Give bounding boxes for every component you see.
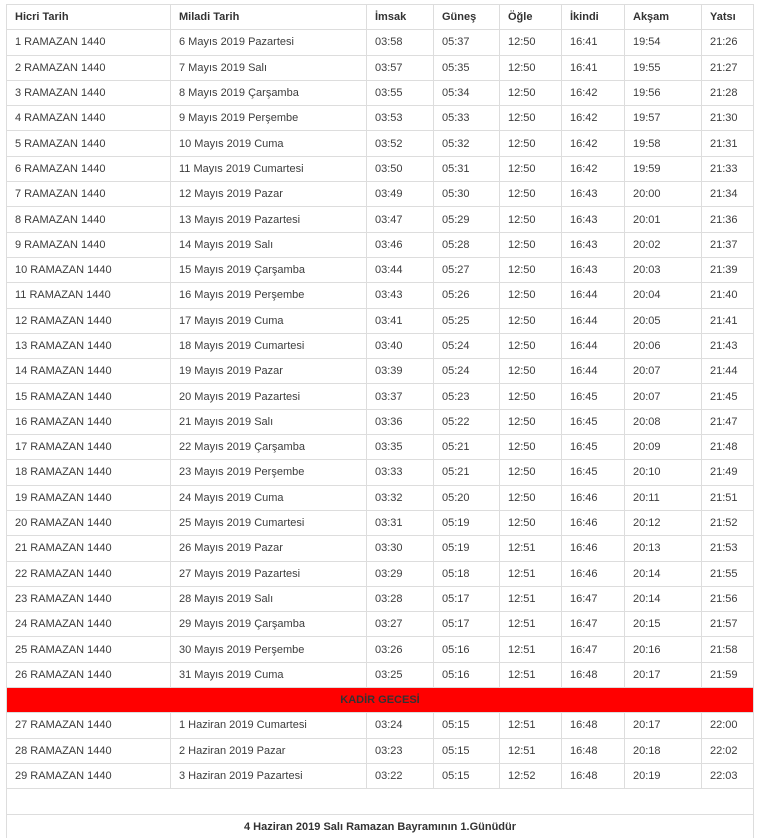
cell-aksam: 20:19: [625, 763, 702, 788]
cell-hicri-tarih: 26 RAMAZAN 1440: [7, 662, 171, 687]
cell-hicri-tarih: 11 RAMAZAN 1440: [7, 283, 171, 308]
table-row: [7, 182, 754, 207]
table-row: [7, 763, 754, 788]
cell-miladi-tarih: 21 Mayıs 2019 Salı: [171, 409, 367, 434]
cell-gunes: 05:17: [434, 586, 500, 611]
cell-imsak: 03:35: [367, 435, 434, 460]
cell-ikindi: 16:48: [562, 763, 625, 788]
cell-imsak: 03:37: [367, 384, 434, 409]
cell-ikindi: 16:42: [562, 80, 625, 105]
table-row: [7, 257, 754, 282]
cell-imsak: 03:27: [367, 612, 434, 637]
table-row: [7, 738, 754, 763]
table-row: [7, 55, 754, 80]
cell-miladi-tarih: 11 Mayıs 2019 Cumartesi: [171, 156, 367, 181]
table-row: [7, 80, 754, 105]
cell-hicri-tarih: 16 RAMAZAN 1440: [7, 409, 171, 434]
cell-ogle: 12:50: [500, 485, 562, 510]
cell-imsak: 03:58: [367, 30, 434, 55]
cell-ogle: 12:50: [500, 510, 562, 535]
cell-imsak: 03:25: [367, 662, 434, 687]
cell-imsak: 03:57: [367, 55, 434, 80]
table-row: [7, 460, 754, 485]
cell-gunes: 05:34: [434, 80, 500, 105]
column-header-hicri-tarih: Hicri Tarih: [7, 5, 171, 30]
cell-yatsi: 21:57: [702, 612, 754, 637]
cell-ikindi: 16:45: [562, 384, 625, 409]
cell-aksam: 19:57: [625, 106, 702, 131]
cell-yatsi: 21:47: [702, 409, 754, 434]
column-header-ogle: Öğle: [500, 5, 562, 30]
table-row: [7, 207, 754, 232]
cell-gunes: 05:16: [434, 637, 500, 662]
column-header-aksam: Akşam: [625, 5, 702, 30]
cell-yatsi: 21:30: [702, 106, 754, 131]
cell-ikindi: 16:48: [562, 738, 625, 763]
cell-imsak: 03:23: [367, 738, 434, 763]
cell-miladi-tarih: 31 Mayıs 2019 Cuma: [171, 662, 367, 687]
cell-ikindi: 16:43: [562, 207, 625, 232]
cell-imsak: 03:43: [367, 283, 434, 308]
cell-gunes: 05:25: [434, 308, 500, 333]
cell-gunes: 05:15: [434, 713, 500, 738]
cell-ogle: 12:50: [500, 384, 562, 409]
cell-imsak: 03:44: [367, 257, 434, 282]
cell-imsak: 03:46: [367, 232, 434, 257]
cell-aksam: 20:14: [625, 561, 702, 586]
cell-imsak: 03:47: [367, 207, 434, 232]
cell-ogle: 12:50: [500, 30, 562, 55]
cell-ogle: 12:50: [500, 55, 562, 80]
cell-yatsi: 21:37: [702, 232, 754, 257]
cell-miladi-tarih: 1 Haziran 2019 Cumartesi: [171, 713, 367, 738]
cell-gunes: 05:28: [434, 232, 500, 257]
cell-aksam: 20:06: [625, 333, 702, 358]
spacer-cell: [7, 789, 754, 814]
cell-imsak: 03:49: [367, 182, 434, 207]
footer-row: [7, 814, 754, 838]
cell-ikindi: 16:42: [562, 106, 625, 131]
cell-hicri-tarih: 21 RAMAZAN 1440: [7, 536, 171, 561]
cell-ogle: 12:50: [500, 283, 562, 308]
cell-aksam: 20:03: [625, 257, 702, 282]
cell-gunes: 05:18: [434, 561, 500, 586]
cell-ikindi: 16:41: [562, 55, 625, 80]
cell-miladi-tarih: 7 Mayıs 2019 Salı: [171, 55, 367, 80]
cell-aksam: 20:07: [625, 384, 702, 409]
cell-miladi-tarih: 18 Mayıs 2019 Cumartesi: [171, 333, 367, 358]
cell-hicri-tarih: 8 RAMAZAN 1440: [7, 207, 171, 232]
cell-yatsi: 21:26: [702, 30, 754, 55]
cell-ogle: 12:50: [500, 80, 562, 105]
cell-ogle: 12:51: [500, 586, 562, 611]
cell-ikindi: 16:46: [562, 561, 625, 586]
cell-ogle: 12:50: [500, 131, 562, 156]
cell-ikindi: 16:45: [562, 435, 625, 460]
ramadan-imsakiye-table: [6, 4, 754, 838]
cell-imsak: 03:24: [367, 713, 434, 738]
cell-gunes: 05:16: [434, 662, 500, 687]
table-row: [7, 106, 754, 131]
cell-ikindi: 16:44: [562, 308, 625, 333]
cell-miladi-tarih: 22 Mayıs 2019 Çarşamba: [171, 435, 367, 460]
table-row: [7, 435, 754, 460]
table-row: [7, 586, 754, 611]
cell-hicri-tarih: 1 RAMAZAN 1440: [7, 30, 171, 55]
cell-miladi-tarih: 8 Mayıs 2019 Çarşamba: [171, 80, 367, 105]
cell-ogle: 12:51: [500, 713, 562, 738]
cell-yatsi: 21:49: [702, 460, 754, 485]
cell-yatsi: 21:28: [702, 80, 754, 105]
cell-miladi-tarih: 6 Mayıs 2019 Pazartesi: [171, 30, 367, 55]
cell-yatsi: 22:03: [702, 763, 754, 788]
cell-ogle: 12:51: [500, 536, 562, 561]
column-header-gunes: Güneş: [434, 5, 500, 30]
table-body: [7, 30, 754, 789]
cell-yatsi: 21:34: [702, 182, 754, 207]
cell-aksam: 20:13: [625, 536, 702, 561]
cell-gunes: 05:19: [434, 510, 500, 535]
table-row: [7, 637, 754, 662]
table-row: [7, 536, 754, 561]
cell-aksam: 20:10: [625, 460, 702, 485]
cell-aksam: 20:01: [625, 207, 702, 232]
cell-aksam: 20:09: [625, 435, 702, 460]
cell-ogle: 12:50: [500, 257, 562, 282]
cell-hicri-tarih: 19 RAMAZAN 1440: [7, 485, 171, 510]
cell-yatsi: 21:33: [702, 156, 754, 181]
cell-hicri-tarih: 14 RAMAZAN 1440: [7, 359, 171, 384]
column-header-imsak: İmsak: [367, 5, 434, 30]
cell-ogle: 12:51: [500, 637, 562, 662]
cell-ikindi: 16:44: [562, 333, 625, 358]
cell-aksam: 20:11: [625, 485, 702, 510]
cell-imsak: 03:26: [367, 637, 434, 662]
cell-imsak: 03:32: [367, 485, 434, 510]
cell-ikindi: 16:47: [562, 586, 625, 611]
cell-hicri-tarih: 13 RAMAZAN 1440: [7, 333, 171, 358]
cell-ikindi: 16:44: [562, 359, 625, 384]
cell-ikindi: 16:45: [562, 409, 625, 434]
cell-gunes: 05:30: [434, 182, 500, 207]
cell-imsak: 03:28: [367, 586, 434, 611]
cell-miladi-tarih: 13 Mayıs 2019 Pazartesi: [171, 207, 367, 232]
cell-miladi-tarih: 9 Mayıs 2019 Perşembe: [171, 106, 367, 131]
cell-hicri-tarih: 7 RAMAZAN 1440: [7, 182, 171, 207]
cell-ogle: 12:50: [500, 409, 562, 434]
cell-hicri-tarih: 2 RAMAZAN 1440: [7, 55, 171, 80]
cell-ogle: 12:50: [500, 333, 562, 358]
cell-ogle: 12:50: [500, 106, 562, 131]
cell-gunes: 05:37: [434, 30, 500, 55]
cell-miladi-tarih: 19 Mayıs 2019 Pazar: [171, 359, 367, 384]
table-row: [7, 283, 754, 308]
cell-ikindi: 16:48: [562, 662, 625, 687]
cell-ogle: 12:50: [500, 435, 562, 460]
cell-aksam: 19:56: [625, 80, 702, 105]
column-header-miladi-tarih: Miladi Tarih: [171, 5, 367, 30]
cell-gunes: 05:24: [434, 359, 500, 384]
bayram-footer-note: 4 Haziran 2019 Salı Ramazan Bayramının 1.Günüdür: [7, 814, 754, 838]
table-row: [7, 561, 754, 586]
cell-imsak: 03:22: [367, 763, 434, 788]
table-row: [7, 131, 754, 156]
cell-yatsi: 21:58: [702, 637, 754, 662]
cell-gunes: 05:26: [434, 283, 500, 308]
cell-ikindi: 16:47: [562, 612, 625, 637]
cell-miladi-tarih: 16 Mayıs 2019 Perşembe: [171, 283, 367, 308]
cell-imsak: 03:39: [367, 359, 434, 384]
cell-imsak: 03:52: [367, 131, 434, 156]
cell-gunes: 05:21: [434, 435, 500, 460]
cell-miladi-tarih: 2 Haziran 2019 Pazar: [171, 738, 367, 763]
column-header-ikindi: İkindi: [562, 5, 625, 30]
cell-aksam: 20:12: [625, 510, 702, 535]
cell-miladi-tarih: 29 Mayıs 2019 Çarşamba: [171, 612, 367, 637]
cell-aksam: 20:18: [625, 738, 702, 763]
cell-ogle: 12:51: [500, 738, 562, 763]
cell-hicri-tarih: 6 RAMAZAN 1440: [7, 156, 171, 181]
cell-yatsi: 21:41: [702, 308, 754, 333]
cell-gunes: 05:21: [434, 460, 500, 485]
table-row: [7, 662, 754, 687]
cell-ogle: 12:50: [500, 308, 562, 333]
cell-ogle: 12:50: [500, 156, 562, 181]
cell-yatsi: 21:27: [702, 55, 754, 80]
cell-imsak: 03:55: [367, 80, 434, 105]
cell-hicri-tarih: 10 RAMAZAN 1440: [7, 257, 171, 282]
cell-ikindi: 16:43: [562, 182, 625, 207]
cell-gunes: 05:27: [434, 257, 500, 282]
header-row: [7, 5, 754, 30]
cell-ikindi: 16:46: [562, 536, 625, 561]
cell-yatsi: 21:53: [702, 536, 754, 561]
cell-hicri-tarih: 28 RAMAZAN 1440: [7, 738, 171, 763]
cell-gunes: 05:33: [434, 106, 500, 131]
cell-hicri-tarih: 23 RAMAZAN 1440: [7, 586, 171, 611]
cell-hicri-tarih: 25 RAMAZAN 1440: [7, 637, 171, 662]
cell-ogle: 12:52: [500, 763, 562, 788]
cell-miladi-tarih: 25 Mayıs 2019 Cumartesi: [171, 510, 367, 535]
table-row: [7, 612, 754, 637]
cell-miladi-tarih: 24 Mayıs 2019 Cuma: [171, 485, 367, 510]
cell-gunes: 05:19: [434, 536, 500, 561]
table-row: [7, 510, 754, 535]
cell-ikindi: 16:47: [562, 637, 625, 662]
cell-imsak: 03:31: [367, 510, 434, 535]
table-row: [7, 384, 754, 409]
cell-yatsi: 22:02: [702, 738, 754, 763]
cell-aksam: 20:02: [625, 232, 702, 257]
cell-yatsi: 21:36: [702, 207, 754, 232]
cell-aksam: 19:59: [625, 156, 702, 181]
cell-hicri-tarih: 22 RAMAZAN 1440: [7, 561, 171, 586]
cell-hicri-tarih: 24 RAMAZAN 1440: [7, 612, 171, 637]
table-row: [7, 156, 754, 181]
cell-aksam: 20:14: [625, 586, 702, 611]
cell-ikindi: 16:42: [562, 156, 625, 181]
cell-ikindi: 16:46: [562, 485, 625, 510]
cell-gunes: 05:22: [434, 409, 500, 434]
cell-yatsi: 21:48: [702, 435, 754, 460]
table-row: [7, 232, 754, 257]
cell-miladi-tarih: 17 Mayıs 2019 Cuma: [171, 308, 367, 333]
cell-imsak: 03:41: [367, 308, 434, 333]
cell-imsak: 03:30: [367, 536, 434, 561]
cell-aksam: 19:55: [625, 55, 702, 80]
table-footer-section: [7, 789, 754, 838]
cell-ogle: 12:51: [500, 662, 562, 687]
cell-yatsi: 21:55: [702, 561, 754, 586]
cell-ikindi: 16:48: [562, 713, 625, 738]
table-row: [7, 308, 754, 333]
cell-yatsi: 21:43: [702, 333, 754, 358]
cell-imsak: 03:50: [367, 156, 434, 181]
cell-ikindi: 16:42: [562, 131, 625, 156]
cell-ogle: 12:51: [500, 612, 562, 637]
cell-ogle: 12:50: [500, 359, 562, 384]
cell-aksam: 20:07: [625, 359, 702, 384]
cell-aksam: 20:04: [625, 283, 702, 308]
cell-imsak: 03:53: [367, 106, 434, 131]
cell-miladi-tarih: 26 Mayıs 2019 Pazar: [171, 536, 367, 561]
cell-miladi-tarih: 14 Mayıs 2019 Salı: [171, 232, 367, 257]
cell-hicri-tarih: 18 RAMAZAN 1440: [7, 460, 171, 485]
cell-hicri-tarih: 17 RAMAZAN 1440: [7, 435, 171, 460]
cell-ogle: 12:50: [500, 182, 562, 207]
cell-yatsi: 21:45: [702, 384, 754, 409]
cell-miladi-tarih: 30 Mayıs 2019 Perşembe: [171, 637, 367, 662]
kadir-gecesi-banner-row: [7, 688, 754, 713]
cell-gunes: 05:31: [434, 156, 500, 181]
table-row: [7, 359, 754, 384]
cell-aksam: 20:17: [625, 713, 702, 738]
cell-yatsi: 21:52: [702, 510, 754, 535]
cell-ikindi: 16:45: [562, 460, 625, 485]
table-row: [7, 30, 754, 55]
cell-ogle: 12:50: [500, 460, 562, 485]
cell-hicri-tarih: 5 RAMAZAN 1440: [7, 131, 171, 156]
cell-miladi-tarih: 20 Mayıs 2019 Pazartesi: [171, 384, 367, 409]
cell-aksam: 20:00: [625, 182, 702, 207]
cell-yatsi: 21:31: [702, 131, 754, 156]
cell-gunes: 05:24: [434, 333, 500, 358]
cell-hicri-tarih: 3 RAMAZAN 1440: [7, 80, 171, 105]
cell-ikindi: 16:43: [562, 232, 625, 257]
cell-ikindi: 16:41: [562, 30, 625, 55]
cell-gunes: 05:35: [434, 55, 500, 80]
cell-ogle: 12:51: [500, 561, 562, 586]
table-row: [7, 409, 754, 434]
cell-miladi-tarih: 27 Mayıs 2019 Pazartesi: [171, 561, 367, 586]
cell-ogle: 12:50: [500, 232, 562, 257]
cell-yatsi: 21:39: [702, 257, 754, 282]
cell-yatsi: 21:56: [702, 586, 754, 611]
cell-miladi-tarih: 12 Mayıs 2019 Pazar: [171, 182, 367, 207]
table-row: [7, 713, 754, 738]
cell-ikindi: 16:43: [562, 257, 625, 282]
cell-imsak: 03:29: [367, 561, 434, 586]
cell-gunes: 05:32: [434, 131, 500, 156]
column-header-yatsi: Yatsı: [702, 5, 754, 30]
cell-aksam: 20:15: [625, 612, 702, 637]
table-row: [7, 333, 754, 358]
cell-gunes: 05:20: [434, 485, 500, 510]
cell-hicri-tarih: 29 RAMAZAN 1440: [7, 763, 171, 788]
cell-hicri-tarih: 4 RAMAZAN 1440: [7, 106, 171, 131]
cell-hicri-tarih: 15 RAMAZAN 1440: [7, 384, 171, 409]
cell-miladi-tarih: 3 Haziran 2019 Pazartesi: [171, 763, 367, 788]
cell-gunes: 05:29: [434, 207, 500, 232]
cell-yatsi: 21:59: [702, 662, 754, 687]
kadir-gecesi-label: KADİR GECESİ: [7, 688, 754, 713]
cell-hicri-tarih: 9 RAMAZAN 1440: [7, 232, 171, 257]
cell-imsak: 03:40: [367, 333, 434, 358]
cell-gunes: 05:15: [434, 738, 500, 763]
cell-miladi-tarih: 10 Mayıs 2019 Cuma: [171, 131, 367, 156]
cell-gunes: 05:17: [434, 612, 500, 637]
cell-aksam: 20:08: [625, 409, 702, 434]
cell-yatsi: 21:44: [702, 359, 754, 384]
cell-yatsi: 21:51: [702, 485, 754, 510]
cell-ogle: 12:50: [500, 207, 562, 232]
table-row: [7, 485, 754, 510]
cell-ikindi: 16:44: [562, 283, 625, 308]
cell-imsak: 03:36: [367, 409, 434, 434]
cell-miladi-tarih: 23 Mayıs 2019 Perşembe: [171, 460, 367, 485]
cell-yatsi: 22:00: [702, 713, 754, 738]
cell-hicri-tarih: 20 RAMAZAN 1440: [7, 510, 171, 535]
cell-miladi-tarih: 15 Mayıs 2019 Çarşamba: [171, 257, 367, 282]
cell-miladi-tarih: 28 Mayıs 2019 Salı: [171, 586, 367, 611]
spacer-row: [7, 789, 754, 814]
cell-yatsi: 21:40: [702, 283, 754, 308]
cell-aksam: 19:58: [625, 131, 702, 156]
cell-ikindi: 16:46: [562, 510, 625, 535]
cell-imsak: 03:33: [367, 460, 434, 485]
cell-hicri-tarih: 12 RAMAZAN 1440: [7, 308, 171, 333]
cell-aksam: 19:54: [625, 30, 702, 55]
cell-hicri-tarih: 27 RAMAZAN 1440: [7, 713, 171, 738]
cell-gunes: 05:15: [434, 763, 500, 788]
cell-aksam: 20:17: [625, 662, 702, 687]
cell-gunes: 05:23: [434, 384, 500, 409]
cell-aksam: 20:05: [625, 308, 702, 333]
cell-aksam: 20:16: [625, 637, 702, 662]
